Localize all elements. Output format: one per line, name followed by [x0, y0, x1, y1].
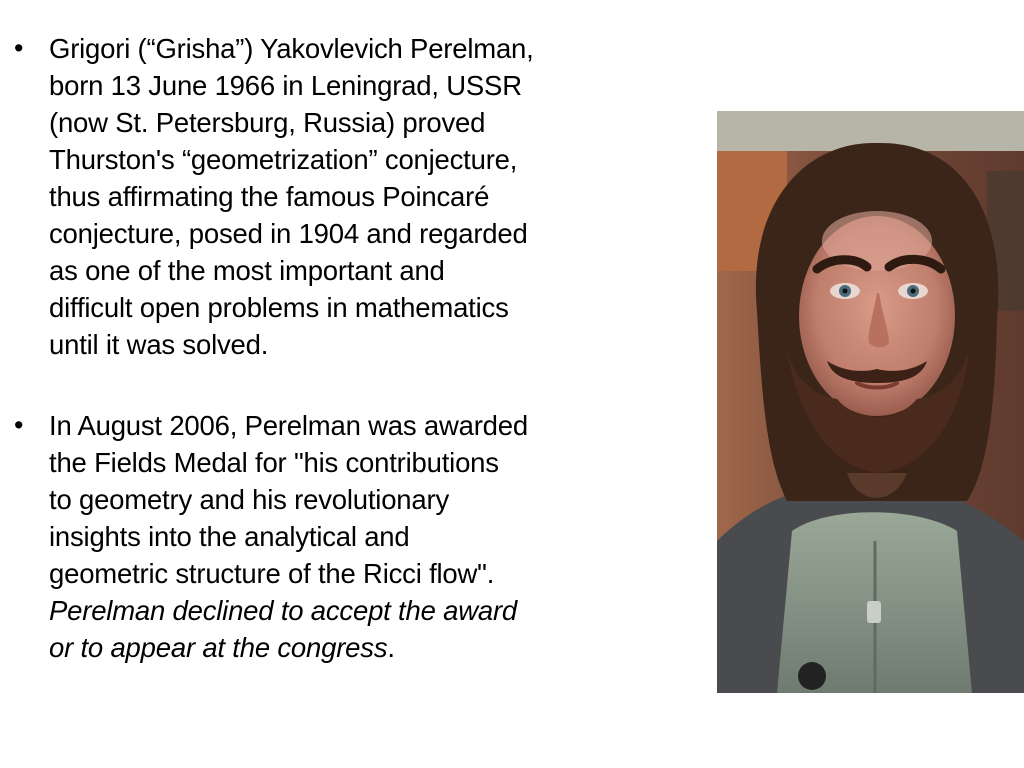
- medal-line: In August 2006, Perelman was awarded: [49, 410, 528, 441]
- declined-line: Perelman declined to accept the award: [49, 595, 518, 626]
- medal-line: geometric structure of the Ricci flow".: [49, 558, 495, 589]
- bullet-icon: •: [14, 33, 24, 63]
- bio-text: [49, 30, 694, 363]
- bio-line: conjecture, posed in 1904 and regarded: [49, 218, 528, 249]
- bio-line: until it was solved.: [49, 329, 269, 360]
- bullet-list: [14, 30, 694, 710]
- bio-line: difficult open problems in mathematics: [49, 292, 509, 323]
- medal-line: the Fields Medal for "his contributions: [49, 447, 499, 478]
- bio-line: (now St. Petersburg, Russia) proved: [49, 107, 486, 138]
- bullet-perelman-bio: [14, 30, 694, 363]
- medal-line: insights into the analytical and: [49, 521, 410, 552]
- trailing-period: .: [387, 632, 395, 663]
- bio-line: born 13 June 1966 in Leningrad, USSR: [49, 70, 522, 101]
- medal-line: to geometry and his revolutionary: [49, 484, 450, 515]
- bio-line: as one of the most important and: [49, 255, 445, 286]
- bio-line: Grigori (“Grisha”) Yakovlevich Perelman,: [49, 33, 534, 64]
- bullet-fields-medal: [14, 407, 694, 666]
- bullet-icon: •: [14, 410, 24, 440]
- fields-medal-text: [49, 407, 694, 666]
- bio-line: thus affirmating the famous Poincaré: [49, 181, 490, 212]
- bio-line: Thurston's “geometrization” conjecture,: [49, 144, 518, 175]
- declined-line-wrap: [49, 629, 694, 666]
- portrait-photo-icon: [717, 111, 1024, 693]
- portrait-photo: [717, 111, 1024, 693]
- declined-line-end: or to appear at the congress: [49, 632, 388, 663]
